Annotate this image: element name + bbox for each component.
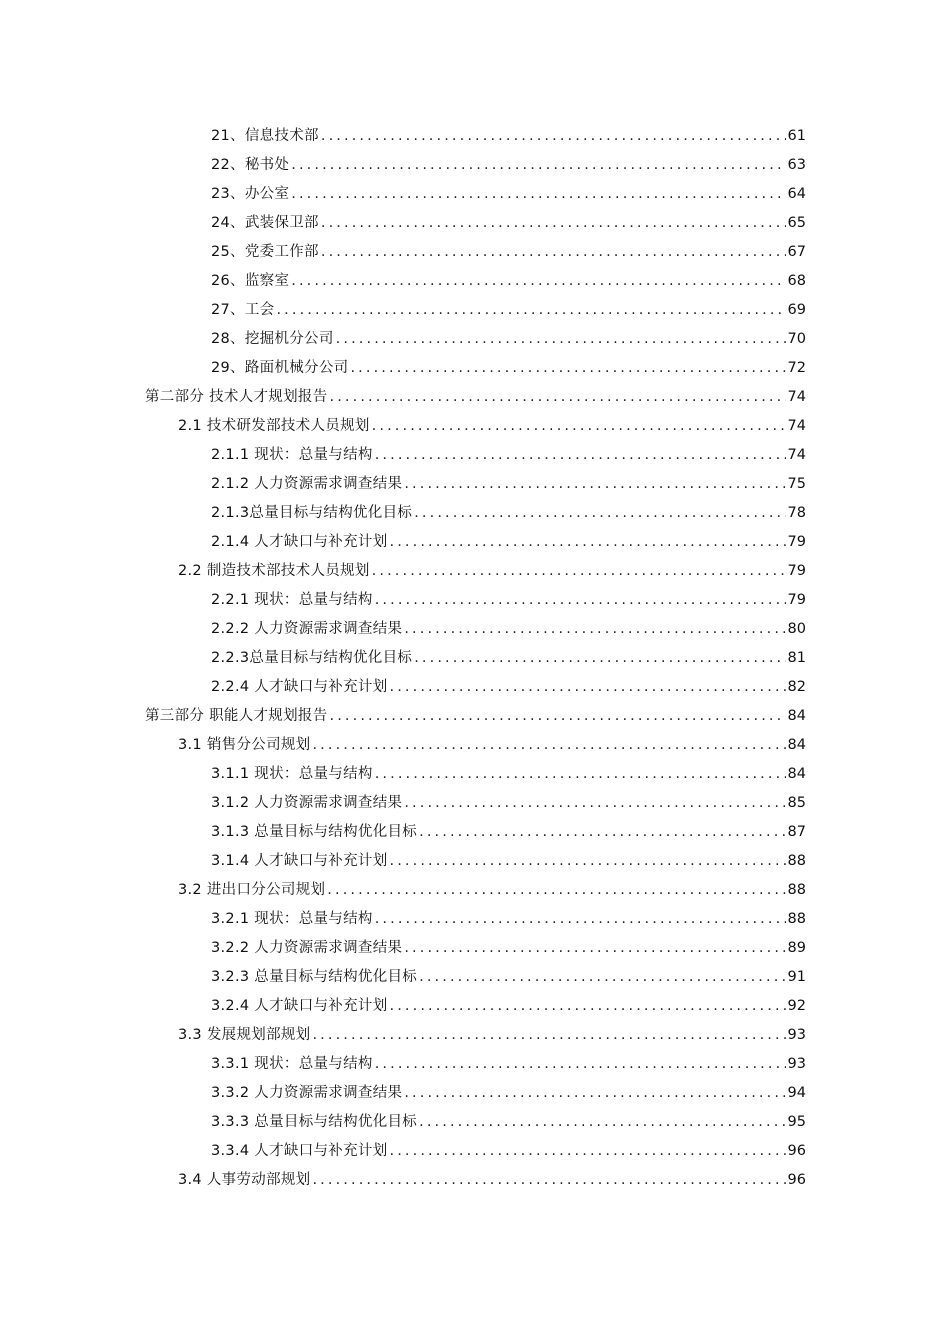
toc-entry-title: 3.3.1 现状：总量与结构	[211, 1056, 373, 1072]
toc-entry-title: 第二部分 技术人才规划报告	[145, 389, 328, 405]
toc-entry-page-number: 65	[787, 215, 806, 231]
toc-entry-page-number: 82	[787, 679, 806, 695]
toc-entry-title: 3.1.3 总量目标与结构优化目标	[211, 824, 418, 840]
toc-entry-title: 3.1.1 现状：总量与结构	[211, 766, 373, 782]
toc-entry-title: 3.1.4 人才缺口与补充计划	[211, 853, 388, 869]
toc-dot-leader	[390, 673, 786, 702]
toc-entry[interactable]	[0, 499, 950, 528]
toc-entry-page-number: 68	[787, 273, 806, 289]
toc-dot-leader	[372, 557, 786, 586]
toc-entry-title: 2.1.1 现状：总量与结构	[211, 447, 373, 463]
toc-dot-leader	[404, 789, 785, 818]
toc-entry[interactable]	[0, 905, 950, 934]
toc-entry[interactable]	[0, 354, 950, 383]
toc-entry-title: 22、秘书处	[211, 157, 290, 173]
toc-dot-leader	[419, 818, 785, 847]
toc-dot-leader	[321, 209, 786, 238]
toc-entry-page-number: 92	[787, 998, 806, 1014]
toc-entry-page-number: 85	[787, 795, 806, 811]
toc-entry-page-number: 79	[787, 534, 806, 550]
toc-entry-page-number: 88	[787, 853, 806, 869]
toc-entry[interactable]	[0, 615, 950, 644]
toc-dot-leader	[375, 441, 786, 470]
toc-entry[interactable]	[0, 1137, 950, 1166]
toc-entry[interactable]	[0, 818, 950, 847]
toc-entry-page-number: 61	[787, 128, 806, 144]
toc-entry-title: 2.2.2 人力资源需求调查结果	[211, 621, 403, 637]
toc-entry-title: 2.2 制造技术部技术人员规划	[178, 563, 370, 579]
toc-entry[interactable]	[0, 238, 950, 267]
toc-entry-page-number: 81	[787, 650, 806, 666]
toc-dot-leader	[321, 122, 786, 151]
toc-dot-leader	[336, 325, 786, 354]
toc-entry-title: 3.3 发展规划部规划	[178, 1027, 311, 1043]
toc-dot-leader	[375, 586, 786, 615]
toc-entry[interactable]	[0, 441, 950, 470]
toc-dot-leader	[404, 1079, 785, 1108]
toc-entry[interactable]	[0, 151, 950, 180]
toc-dot-leader	[390, 992, 786, 1021]
toc-entry[interactable]	[0, 992, 950, 1021]
table-of-contents	[0, 122, 950, 1195]
toc-entry[interactable]	[0, 470, 950, 499]
toc-dot-leader	[404, 615, 785, 644]
toc-entry-page-number: 94	[787, 1085, 806, 1101]
toc-entry-page-number: 79	[787, 592, 806, 608]
toc-entry-page-number: 84	[787, 708, 806, 724]
toc-entry-page-number: 79	[787, 563, 806, 579]
toc-entry-page-number: 74	[787, 418, 806, 434]
toc-dot-leader	[312, 1166, 785, 1195]
toc-entry-title: 2.1.4 人才缺口与补充计划	[211, 534, 388, 550]
toc-entry-page-number: 96	[787, 1172, 806, 1188]
toc-entry-page-number: 78	[787, 505, 806, 521]
toc-entry-title: 3.1 销售分公司规划	[178, 737, 311, 753]
toc-entry[interactable]	[0, 1079, 950, 1108]
toc-entry-page-number: 96	[787, 1143, 806, 1159]
toc-entry[interactable]	[0, 847, 950, 876]
toc-entry-page-number: 89	[787, 940, 806, 956]
toc-entry-page-number: 88	[787, 911, 806, 927]
toc-entry-page-number: 95	[787, 1114, 806, 1130]
toc-dot-leader	[276, 296, 785, 325]
toc-entry[interactable]	[0, 412, 950, 441]
toc-entry[interactable]	[0, 1166, 950, 1195]
toc-entry[interactable]	[0, 383, 950, 412]
toc-entry-title: 28、挖掘机分公司	[211, 331, 334, 347]
toc-entry-title: 3.2.4 人才缺口与补充计划	[211, 998, 388, 1014]
toc-entry-title: 21、信息技术部	[211, 128, 319, 144]
toc-entry[interactable]	[0, 557, 950, 586]
toc-entry-title: 3.3.2 人力资源需求调查结果	[211, 1085, 403, 1101]
toc-dot-leader	[375, 1050, 786, 1079]
toc-dot-leader	[321, 238, 786, 267]
toc-entry-title: 25、党委工作部	[211, 244, 319, 260]
toc-entry-page-number: 84	[787, 766, 806, 782]
toc-entry[interactable]	[0, 1021, 950, 1050]
toc-dot-leader	[390, 528, 786, 557]
toc-entry-title: 27、工会	[211, 302, 275, 318]
toc-dot-leader	[327, 876, 785, 905]
toc-entry[interactable]	[0, 963, 950, 992]
toc-entry-title: 23、办公室	[211, 186, 290, 202]
toc-entry-page-number: 70	[787, 331, 806, 347]
toc-entry-title: 3.3.3 总量目标与结构优化目标	[211, 1114, 418, 1130]
toc-entry[interactable]	[0, 789, 950, 818]
toc-entry-page-number: 93	[787, 1027, 806, 1043]
toc-entry-title: 29、路面机械分公司	[211, 360, 349, 376]
toc-dot-leader	[390, 847, 786, 876]
toc-entry-title: 3.2.3 总量目标与结构优化目标	[211, 969, 418, 985]
toc-entry-title: 2.2.3总量目标与结构优化目标	[211, 650, 413, 666]
toc-entry-title: 3.3.4 人才缺口与补充计划	[211, 1143, 388, 1159]
toc-dot-leader	[404, 934, 785, 963]
toc-dot-leader	[372, 412, 786, 441]
toc-entry[interactable]	[0, 731, 950, 760]
toc-entry-title: 3.4 人事劳动部规划	[178, 1172, 311, 1188]
toc-entry-title: 2.1 技术研发部技术人员规划	[178, 418, 370, 434]
toc-entry[interactable]	[0, 180, 950, 209]
toc-dot-leader	[291, 267, 785, 296]
toc-entry-title: 2.1.3总量目标与结构优化目标	[211, 505, 413, 521]
toc-dot-leader	[375, 905, 786, 934]
toc-entry[interactable]	[0, 296, 950, 325]
toc-entry-title: 第三部分 职能人才规划报告	[145, 708, 328, 724]
toc-dot-leader	[330, 702, 786, 731]
toc-entry-page-number: 91	[787, 969, 806, 985]
toc-entry[interactable]	[0, 586, 950, 615]
toc-entry[interactable]	[0, 702, 950, 731]
toc-entry-page-number: 75	[787, 476, 806, 492]
toc-entry-title: 3.2 进出口分公司规划	[178, 882, 326, 898]
toc-entry-title: 2.2.1 现状：总量与结构	[211, 592, 373, 608]
toc-entry[interactable]	[0, 122, 950, 151]
toc-dot-leader	[350, 354, 785, 383]
toc-dot-leader	[419, 963, 785, 992]
toc-entry[interactable]	[0, 644, 950, 673]
toc-dot-leader	[390, 1137, 786, 1166]
toc-entry-title: 24、武装保卫部	[211, 215, 319, 231]
toc-entry-page-number: 93	[787, 1056, 806, 1072]
toc-entry-title: 2.2.4 人才缺口与补充计划	[211, 679, 388, 695]
toc-entry-title: 26、监察室	[211, 273, 290, 289]
toc-dot-leader	[291, 180, 785, 209]
toc-entry[interactable]	[0, 934, 950, 963]
toc-entry-title: 2.1.2 人力资源需求调查结果	[211, 476, 403, 492]
toc-entry-page-number: 67	[787, 244, 806, 260]
toc-entry-page-number: 80	[787, 621, 806, 637]
toc-entry[interactable]	[0, 760, 950, 789]
toc-entry-page-number: 74	[787, 447, 806, 463]
toc-entry-page-number: 88	[787, 882, 806, 898]
toc-entry[interactable]	[0, 673, 950, 702]
toc-entry-title: 3.2.2 人力资源需求调查结果	[211, 940, 403, 956]
toc-entry-page-number: 84	[787, 737, 806, 753]
toc-dot-leader	[404, 470, 785, 499]
toc-entry[interactable]	[0, 1108, 950, 1137]
toc-entry[interactable]	[0, 209, 950, 238]
toc-dot-leader	[330, 383, 786, 412]
toc-entry[interactable]	[0, 267, 950, 296]
toc-entry-page-number: 87	[787, 824, 806, 840]
toc-dot-leader	[312, 1021, 785, 1050]
toc-entry-page-number: 63	[787, 157, 806, 173]
toc-dot-leader	[312, 731, 785, 760]
toc-entry[interactable]	[0, 1050, 950, 1079]
toc-entry-page-number: 72	[787, 360, 806, 376]
toc-dot-leader	[414, 644, 785, 673]
toc-entry-page-number: 74	[787, 389, 806, 405]
toc-entry-page-number: 69	[787, 302, 806, 318]
toc-entry[interactable]	[0, 325, 950, 354]
toc-entry[interactable]	[0, 528, 950, 557]
toc-entry[interactable]	[0, 876, 950, 905]
toc-dot-leader	[419, 1108, 785, 1137]
toc-dot-leader	[291, 151, 785, 180]
toc-entry-page-number: 64	[787, 186, 806, 202]
toc-dot-leader	[414, 499, 785, 528]
toc-entry-title: 3.1.2 人力资源需求调查结果	[211, 795, 403, 811]
toc-dot-leader	[375, 760, 786, 789]
toc-entry-title: 3.2.1 现状：总量与结构	[211, 911, 373, 927]
